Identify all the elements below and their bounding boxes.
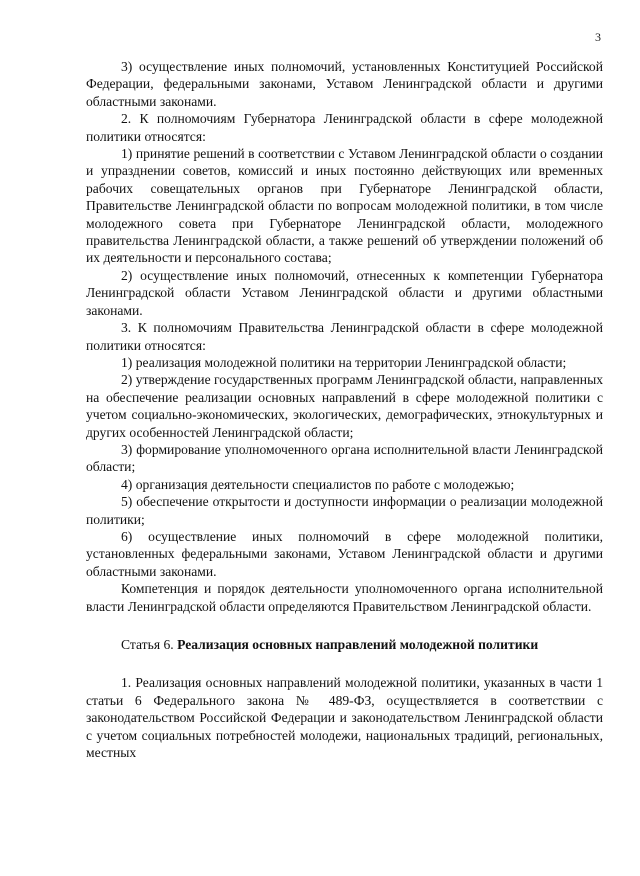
- paragraph: 4) организация деятельности специалистов по работе с молодежью;: [121, 476, 515, 492]
- paragraph: 2) утверждение государственных программ Ленинградской области, направленных на обеспечение реализации основных направлений в сфере молодежной политики с учетом социально-экономических, экологических, демографических, этнокультурных и других особенностей Ленинградской области;: [86, 372, 603, 440]
- paragraph: 3. К полномочиям Правительства Ленинградской области в сфере молодежной политики относятся:: [86, 320, 603, 353]
- paragraph: 2) осуществление иных полномочий, отнесенных к компетенции Губернатора Ленинградской области Уставом Ленинградской области и другими областными законами.: [86, 267, 603, 318]
- paragraph: 6) осуществление иных полномочий в сфере молодежной политики, установленных федеральными законами, Уставом Ленинградской области и другими областными законами.: [86, 528, 603, 579]
- paragraph: 2. К полномочиям Губернатора Ленинградской области в сфере молодежной политики относятся:: [86, 111, 603, 144]
- paragraph: Компетенция и порядок деятельности уполномоченного органа исполнительной власти Ленинградской области определяются Правительством Ленинградской области.: [86, 581, 603, 614]
- document-body: [86, 58, 603, 761]
- article-number: Статья 6.: [121, 637, 174, 652]
- paragraph: 1. Реализация основных направлений молодежной политики, указанных в части 1 статьи 6 Федерального закона № 489-ФЗ, осуществляется в соответствии с законодательством Российской Федерации и законодательством Ленинградской области с учетом социальных потребностей молодежи, национальных традиций, региональных, местных: [86, 675, 603, 761]
- page-number: 3: [595, 30, 601, 44]
- article-title: Реализация основных направлений молодежной политики: [177, 637, 539, 652]
- spacer: [86, 653, 603, 674]
- paragraph: 1) принятие решений в соответствии с Уставом Ленинградской области о создании и упразднении советов, комиссий и иных постоянно действующих или временных рабочих совещательных органов при Губернаторе Ленинградской области, Правительстве Ленинградской области по вопросам молодежной политики, в том числе молодежного совета при Губернаторе Ленинградской области, молодежного правительства Ленинградской области, а также решений об утверждении положений об их деятельности и персонального состава;: [86, 146, 603, 266]
- spacer: [86, 615, 603, 636]
- paragraph: 3) осуществление иных полномочий, установленных Конституцией Российской Федерации, федеральными законами, Уставом Ленинградской области и другими областными законами.: [86, 59, 603, 109]
- paragraph: 3) формирование уполномоченного органа исполнительной власти Ленинградской области;: [86, 441, 603, 475]
- paragraph: 5) обеспечение открытости и доступности информации о реализации молодежной политики;: [86, 494, 603, 527]
- article-heading: [86, 636, 603, 653]
- paragraph: 1) реализация молодежной политики на территории Ленинградской области;: [121, 354, 567, 370]
